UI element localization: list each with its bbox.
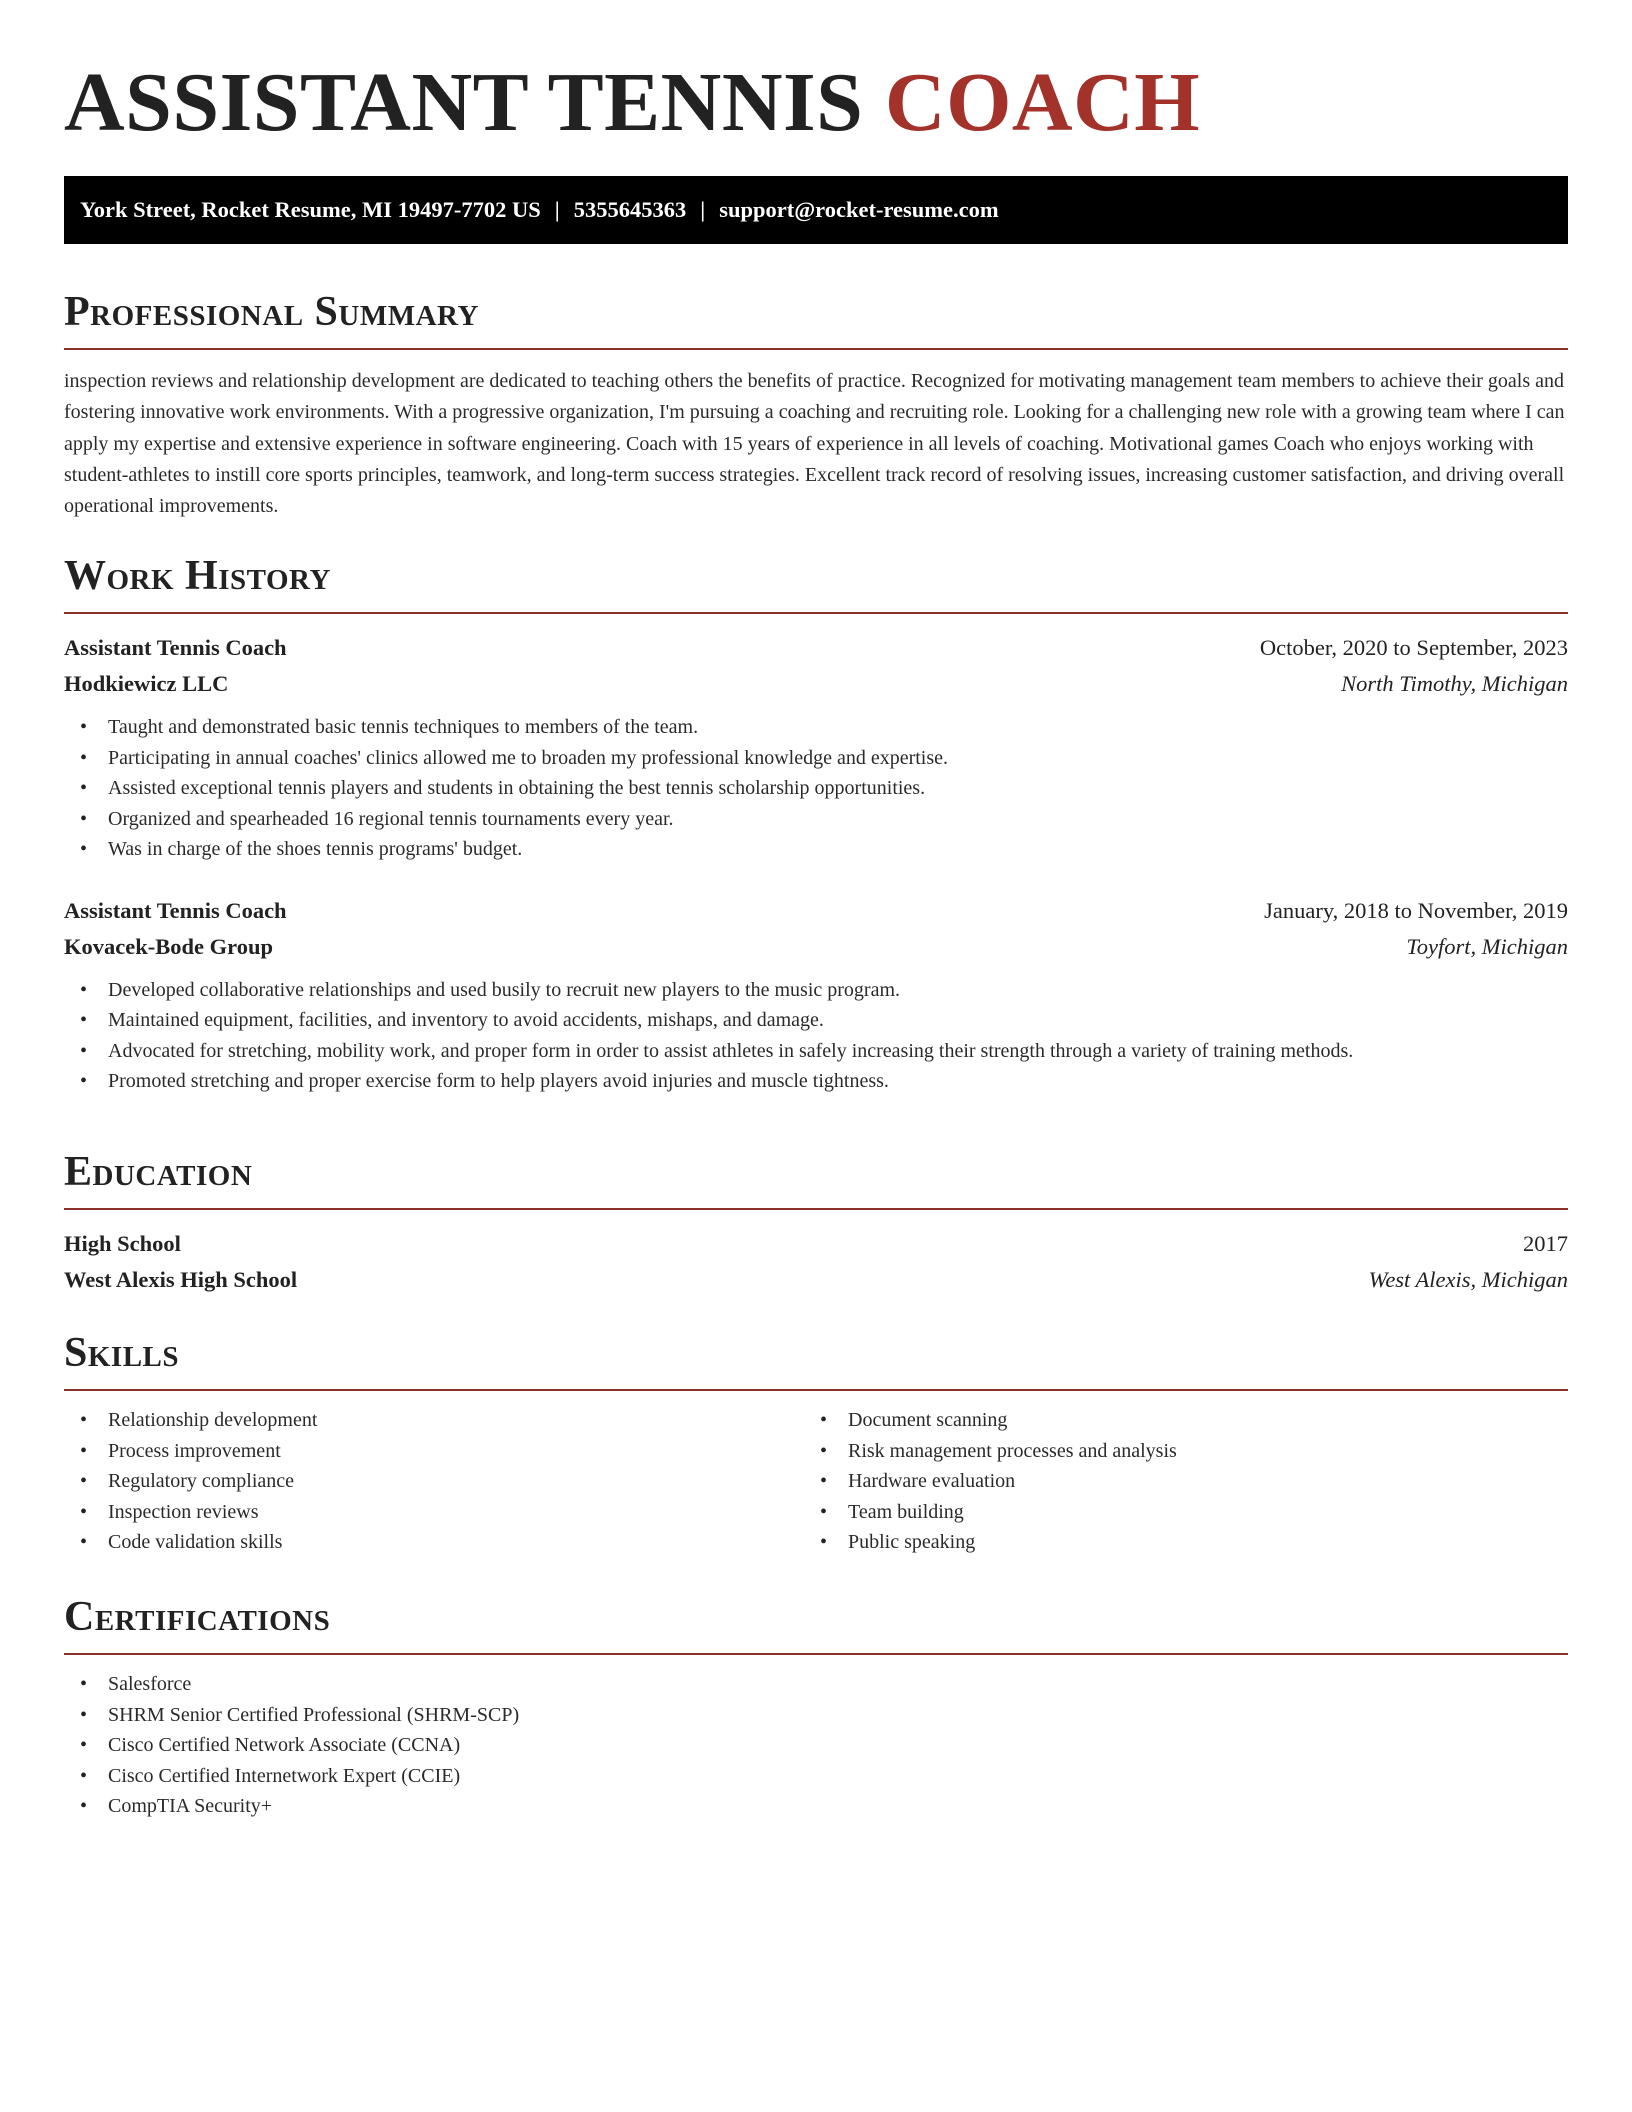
work-history-heading: Work History (64, 552, 1568, 614)
list-item: • Document scanning (804, 1405, 1544, 1436)
list-item: • Risk management processes and analysis (804, 1436, 1544, 1467)
skills-grid (64, 1405, 1568, 1558)
contact-email[interactable]: support@rocket-resume.com (719, 197, 999, 222)
summary-text: inspection reviews and relationship development are dedicated to teaching others the benefits of practice. Recognized for motivating management team members to achieve their goals and fostering innovative work environments. With a progressive organization, I'm pursuing a coaching and recruiting role. Looking for a challenging new role with a growing team where I can apply my expertise and extensive experience in software engineering. Coach with 15 years of experience in all levels of coaching. Motivational games Coach who enjoys working with student-athletes to instill core sports principles, teamwork, and long-term success strategies. Excellent track record of resolving issues, increasing customer satisfaction, and driving overall operational improvements. (64, 370, 1565, 518)
list-item: • Assisted exceptional tennis players and students in obtaining the best tennis scholarship opportunities. (64, 773, 1568, 804)
education-heading: Education (64, 1148, 1568, 1210)
certifications-heading: Certifications (64, 1593, 1568, 1655)
list-item: • Salesforce (64, 1669, 1568, 1700)
summary-heading: Professional Summary (64, 288, 1568, 350)
list-item: • Inspection reviews (64, 1497, 804, 1528)
skills-section (64, 1329, 1568, 1558)
education-degree: High School (64, 1231, 181, 1256)
contact-bar (64, 176, 1568, 244)
job-title-row (64, 893, 1568, 929)
list-item: • Taught and demonstrated basic tennis techniques to members of the team. (64, 712, 1568, 743)
list-item: • Hardware evaluation (804, 1466, 1544, 1497)
job-company: Hodkiewicz LLC (64, 671, 229, 696)
job-location: North Timothy, Michigan (1341, 671, 1568, 696)
work-history-section (64, 552, 1568, 1097)
job-location: Toyfort, Michigan (1406, 933, 1568, 959)
list-item: • Developed collaborative relationships and used busily to recruit new players to the music program. (64, 975, 1568, 1006)
list-item: • Code validation skills (64, 1527, 804, 1558)
job-company-row (64, 666, 1568, 702)
skills-heading: Skills (64, 1329, 1568, 1391)
skills-list-right (804, 1405, 1544, 1558)
page-title (64, 0, 1568, 148)
education-entry (64, 1226, 1568, 1298)
job-title: Assistant Tennis Coach (64, 635, 287, 660)
job-entry (64, 893, 1568, 1097)
job-title-row (64, 630, 1568, 666)
list-item: • Was in charge of the shoes tennis programs' budget. (64, 834, 1568, 865)
list-item: • Participating in annual coaches' clinics allowed me to broaden my professional knowledge and expertise. (64, 743, 1568, 774)
job-company-row (64, 929, 1568, 965)
job-entry (64, 630, 1568, 865)
list-item: • Advocated for stretching, mobility work, and proper form in order to assist athletes in safely increasing their strength through a variety of training methods. (64, 1036, 1568, 1067)
contact-phone: 5355645363 (573, 197, 687, 222)
education-year: 2017 (1523, 1231, 1568, 1256)
certifications-section (64, 1593, 1568, 1822)
job-dates: January, 2018 to November, 2019 (1264, 897, 1568, 923)
education-section (64, 1148, 1568, 1298)
contact-address: York Street, Rocket Resume, MI 19497-7702 US (80, 197, 541, 222)
list-item: • Cisco Certified Internetwork Expert (CCIE) (64, 1761, 1568, 1792)
list-item: • Promoted stretching and proper exercise form to help players avoid injuries and muscle tightness. (64, 1066, 1568, 1097)
list-item: • Relationship development (64, 1405, 804, 1436)
certifications-list (64, 1669, 1568, 1822)
summary-section (64, 288, 1568, 522)
list-item: • CompTIA Security+ (64, 1791, 1568, 1822)
list-item: • Maintained equipment, facilities, and inventory to avoid accidents, mishaps, and damage. (64, 1005, 1568, 1036)
list-item: • Cisco Certified Network Associate (CCNA) (64, 1730, 1568, 1761)
list-item: • Team building (804, 1497, 1544, 1528)
education-degree-row (64, 1226, 1568, 1262)
title-accent: COACH (884, 56, 1201, 149)
title-main: ASSISTANT TENNIS (64, 56, 864, 149)
resume-page (64, 0, 1568, 1817)
list-item: • SHRM Senior Certified Professional (SHRM-SCP) (64, 1700, 1568, 1731)
list-item: • Regulatory compliance (64, 1466, 804, 1497)
job-title: Assistant Tennis Coach (64, 897, 287, 923)
education-school: West Alexis High School (64, 1267, 298, 1292)
contact-separator: | (554, 197, 560, 222)
list-item: • Organized and spearheaded 16 regional tennis tournaments every year. (64, 804, 1568, 835)
education-school-row (64, 1262, 1568, 1298)
education-location: West Alexis, Michigan (1368, 1267, 1568, 1292)
job-dates: October, 2020 to September, 2023 (1259, 635, 1568, 660)
list-item: • Public speaking (804, 1527, 1544, 1558)
list-item: • Process improvement (64, 1436, 804, 1467)
skills-list-left (64, 1405, 804, 1558)
job-company: Kovacek-Bode Group (64, 933, 273, 959)
contact-separator: | (700, 197, 706, 222)
job-duties-list (64, 712, 1568, 865)
job-duties-list (64, 975, 1568, 1097)
